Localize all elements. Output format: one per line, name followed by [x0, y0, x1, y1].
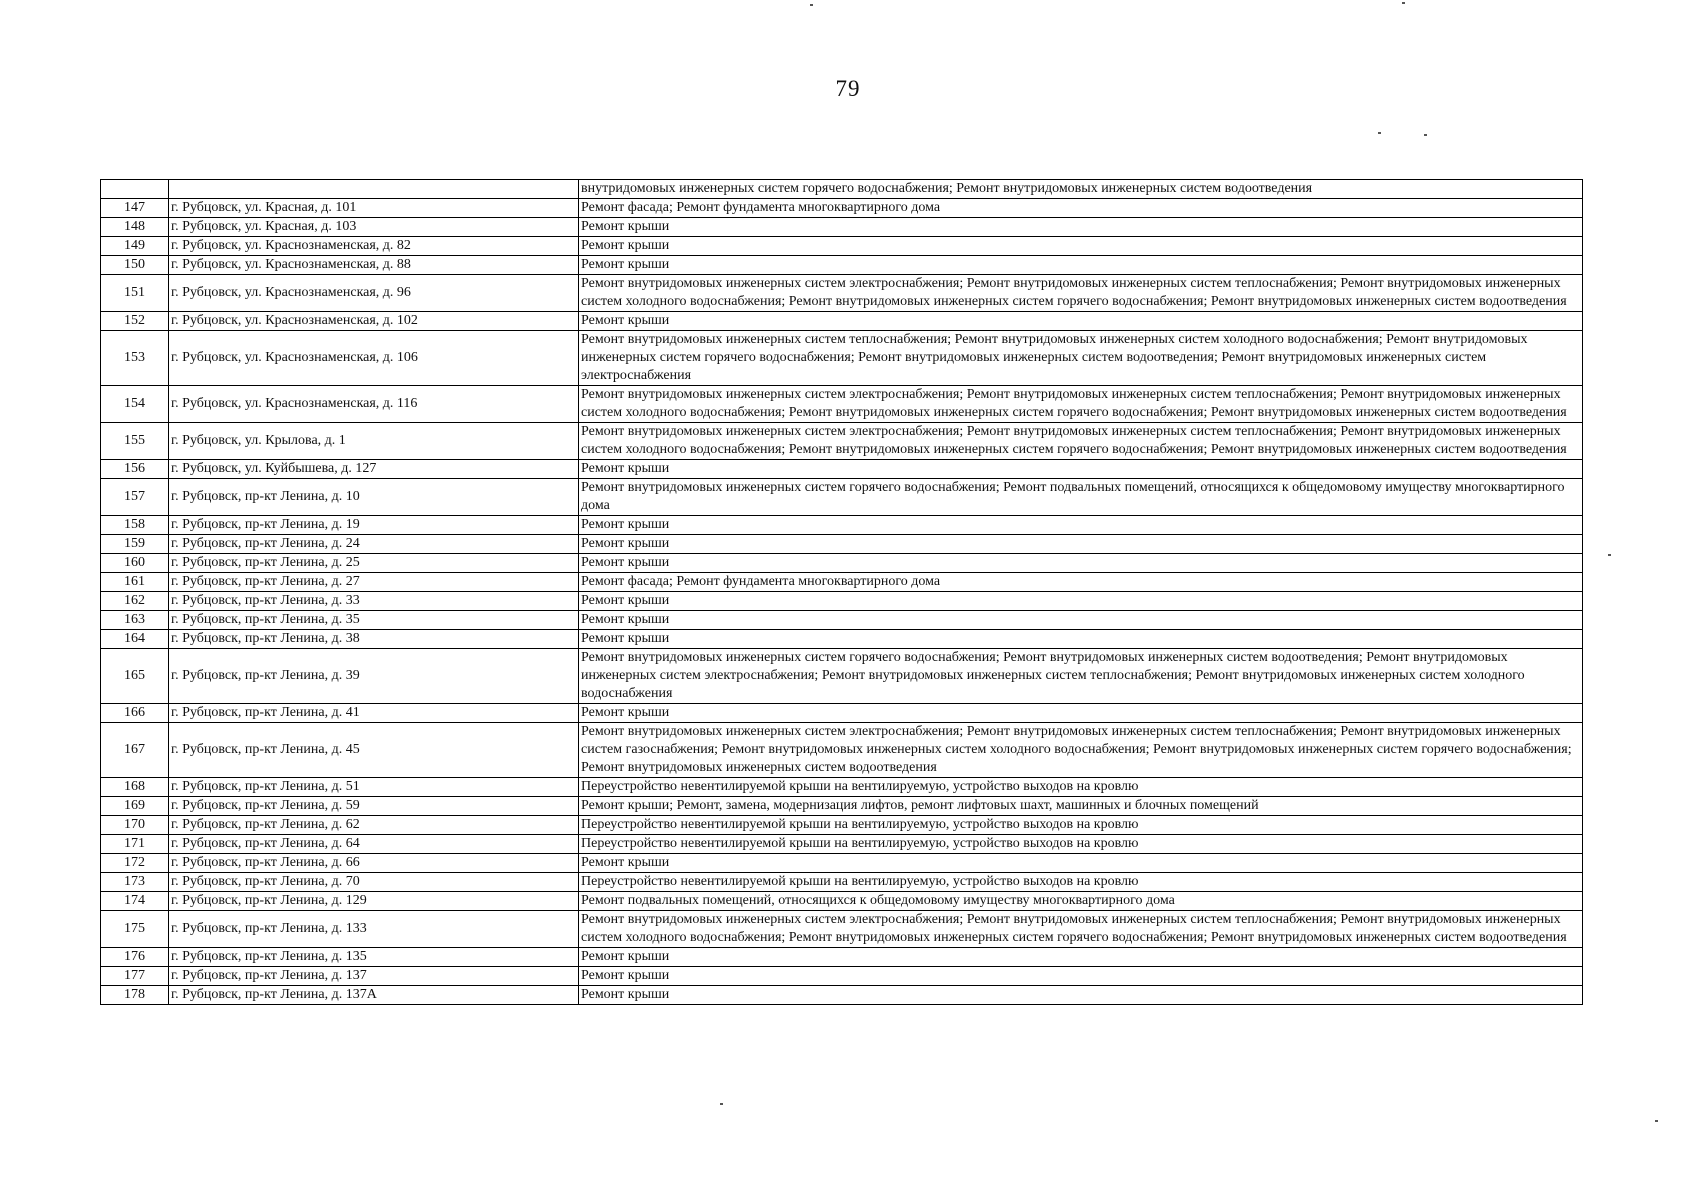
table-row: [101, 331, 1583, 386]
table-row: [101, 218, 1583, 237]
row-number-cell: 163: [101, 611, 169, 630]
row-number-cell: 165: [101, 649, 169, 704]
table-row: [101, 816, 1583, 835]
row-number-cell: 151: [101, 275, 169, 312]
address-cell: г. Рубцовск, пр-кт Ленина, д. 64: [169, 835, 579, 854]
scan-speck: [810, 4, 813, 6]
works-cell: Переустройство невентилируемой крыши на вентилируемую, устройство выходов на кровлю: [579, 816, 1583, 835]
works-cell: Ремонт внутридомовых инженерных систем электроснабжения; Ремонт внутридомовых инженерных систем теплоснабжения; Ремонт внутридомовых инженерных систем холодного водоснабжения; Ремонт внутридомовых инженерных систем горячего водоснабжения; Ремонт внутридомовых инженерных систем водоотведения: [579, 275, 1583, 312]
address-cell: г. Рубцовск, ул. Краснознаменская, д. 82: [169, 237, 579, 256]
works-cell: Ремонт фасада; Ремонт фундамента многоквартирного дома: [579, 573, 1583, 592]
address-cell: г. Рубцовск, пр-кт Ленина, д. 137: [169, 967, 579, 986]
table-row: [101, 797, 1583, 816]
works-cell: Ремонт крыши: [579, 312, 1583, 331]
table-row: [101, 592, 1583, 611]
works-cell: Ремонт внутридомовых инженерных систем горячего водоснабжения; Ремонт внутридомовых инженерных систем водоотведения; Ремонт внутридомовых инженерных систем электроснабжения; Ремонт внутридомовых инженерных систем теплоснабжения; Ремонт внутридомовых инженерных систем холодного водоснабжения: [579, 649, 1583, 704]
address-cell: г. Рубцовск, ул. Краснознаменская, д. 88: [169, 256, 579, 275]
row-number-cell: 159: [101, 535, 169, 554]
row-number-cell: 175: [101, 911, 169, 948]
row-number-cell: 153: [101, 331, 169, 386]
table-row: [101, 312, 1583, 331]
row-number-cell: 171: [101, 835, 169, 854]
table-row: [101, 516, 1583, 535]
table-row: [101, 460, 1583, 479]
scan-speck: [1424, 134, 1427, 136]
table-row: [101, 911, 1583, 948]
works-cell: Ремонт крыши: [579, 460, 1583, 479]
table-row: [101, 573, 1583, 592]
table-row: [101, 386, 1583, 423]
works-cell: внутридомовых инженерных систем горячего водоснабжения; Ремонт внутридомовых инженерных систем водоотведения: [579, 180, 1583, 199]
row-number-cell: 156: [101, 460, 169, 479]
table-row: [101, 704, 1583, 723]
row-number-cell: 172: [101, 854, 169, 873]
address-cell: г. Рубцовск, пр-кт Ленина, д. 24: [169, 535, 579, 554]
row-number-cell: 177: [101, 967, 169, 986]
works-cell: Ремонт крыши: [579, 630, 1583, 649]
table-row: [101, 967, 1583, 986]
works-cell: Переустройство невентилируемой крыши на вентилируемую, устройство выходов на кровлю: [579, 835, 1583, 854]
row-number-cell: 174: [101, 892, 169, 911]
row-number-cell: 149: [101, 237, 169, 256]
address-cell: г. Рубцовск, пр-кт Ленина, д. 25: [169, 554, 579, 573]
works-cell: Ремонт внутридомовых инженерных систем теплоснабжения; Ремонт внутридомовых инженерных систем холодного водоснабжения; Ремонт внутридомовых инженерных систем горячего водоснабжения; Ремонт внутридомовых инженерных систем водоотведения; Ремонт внутридомовых инженерных систем электроснабжения: [579, 331, 1583, 386]
page-number: 79: [835, 76, 861, 101]
row-number-cell: 170: [101, 816, 169, 835]
row-number-cell: 169: [101, 797, 169, 816]
works-cell: Ремонт крыши: [579, 704, 1583, 723]
table-row: [101, 630, 1583, 649]
table-row: [101, 986, 1583, 1005]
row-number-cell: 154: [101, 386, 169, 423]
address-cell: [169, 180, 579, 199]
works-cell: Ремонт крыши: [579, 554, 1583, 573]
table-row: [101, 423, 1583, 460]
scan-speck: [720, 1103, 723, 1105]
row-number-cell: 147: [101, 199, 169, 218]
address-cell: г. Рубцовск, ул. Красная, д. 101: [169, 199, 579, 218]
table-row: [101, 256, 1583, 275]
address-cell: г. Рубцовск, ул. Краснознаменская, д. 106: [169, 331, 579, 386]
table-row: [101, 778, 1583, 797]
repair-register-table: [100, 179, 1583, 1005]
row-number-cell: 155: [101, 423, 169, 460]
scan-speck: [1608, 554, 1611, 556]
address-cell: г. Рубцовск, ул. Крылова, д. 1: [169, 423, 579, 460]
works-cell: Ремонт внутридомовых инженерных систем электроснабжения; Ремонт внутридомовых инженерных систем теплоснабжения; Ремонт внутридомовых инженерных систем холодного водоснабжения; Ремонт внутридомовых инженерных систем горячего водоснабжения; Ремонт внутридомовых инженерных систем водоотведения: [579, 423, 1583, 460]
address-cell: г. Рубцовск, пр-кт Ленина, д. 27: [169, 573, 579, 592]
works-cell: Ремонт крыши: [579, 592, 1583, 611]
table-row: [101, 649, 1583, 704]
works-cell: Ремонт крыши: [579, 516, 1583, 535]
scan-speck: [1402, 2, 1405, 4]
works-cell: Ремонт внутридомовых инженерных систем электроснабжения; Ремонт внутридомовых инженерных систем теплоснабжения; Ремонт внутридомовых инженерных систем холодного водоснабжения; Ремонт внутридомовых инженерных систем горячего водоснабжения; Ремонт внутридомовых инженерных систем водоотведения: [579, 911, 1583, 948]
table-row: [101, 554, 1583, 573]
table-row: [101, 723, 1583, 778]
address-cell: г. Рубцовск, пр-кт Ленина, д. 19: [169, 516, 579, 535]
works-cell: Переустройство невентилируемой крыши на вентилируемую, устройство выходов на кровлю: [579, 778, 1583, 797]
table-row: [101, 948, 1583, 967]
works-cell: Ремонт крыши: [579, 237, 1583, 256]
scan-speck: [1378, 132, 1381, 134]
table-row: [101, 275, 1583, 312]
address-cell: г. Рубцовск, ул. Краснознаменская, д. 102: [169, 312, 579, 331]
works-cell: Ремонт подвальных помещений, относящихся к общедомовому имуществу многоквартирного дома: [579, 892, 1583, 911]
address-cell: г. Рубцовск, ул. Куйбышева, д. 127: [169, 460, 579, 479]
table-row: [101, 237, 1583, 256]
table-body: [101, 180, 1583, 1005]
row-number-cell: 164: [101, 630, 169, 649]
scan-speck: [1655, 1120, 1658, 1122]
table-row: [101, 611, 1583, 630]
row-number-cell: 178: [101, 986, 169, 1005]
address-cell: г. Рубцовск, пр-кт Ленина, д. 39: [169, 649, 579, 704]
works-cell: Ремонт крыши; Ремонт, замена, модернизация лифтов, ремонт лифтовых шахт, машинных и блочных помещений: [579, 797, 1583, 816]
address-cell: г. Рубцовск, пр-кт Ленина, д. 62: [169, 816, 579, 835]
address-cell: г. Рубцовск, пр-кт Ленина, д. 41: [169, 704, 579, 723]
works-cell: Ремонт крыши: [579, 854, 1583, 873]
address-cell: г. Рубцовск, пр-кт Ленина, д. 33: [169, 592, 579, 611]
address-cell: г. Рубцовск, пр-кт Ленина, д. 51: [169, 778, 579, 797]
works-cell: Ремонт внутридомовых инженерных систем электроснабжения; Ремонт внутридомовых инженерных систем теплоснабжения; Ремонт внутридомовых инженерных систем холодного водоснабжения; Ремонт внутридомовых инженерных систем горячего водоснабжения; Ремонт внутридомовых инженерных систем водоотведения: [579, 386, 1583, 423]
address-cell: г. Рубцовск, пр-кт Ленина, д. 133: [169, 911, 579, 948]
address-cell: г. Рубцовск, пр-кт Ленина, д. 59: [169, 797, 579, 816]
table-row: [101, 199, 1583, 218]
row-number-cell: 161: [101, 573, 169, 592]
address-cell: г. Рубцовск, пр-кт Ленина, д. 10: [169, 479, 579, 516]
row-number-cell: 157: [101, 479, 169, 516]
works-cell: Ремонт внутридомовых инженерных систем горячего водоснабжения; Ремонт подвальных помещений, относящихся к общедомовому имуществу многоквартирного дома: [579, 479, 1583, 516]
works-cell: Переустройство невентилируемой крыши на вентилируемую, устройство выходов на кровлю: [579, 873, 1583, 892]
works-cell: Ремонт крыши: [579, 256, 1583, 275]
address-cell: г. Рубцовск, пр-кт Ленина, д. 45: [169, 723, 579, 778]
row-number-cell: 176: [101, 948, 169, 967]
works-cell: Ремонт крыши: [579, 986, 1583, 1005]
works-cell: Ремонт крыши: [579, 948, 1583, 967]
address-cell: г. Рубцовск, пр-кт Ленина, д. 38: [169, 630, 579, 649]
row-number-cell: 168: [101, 778, 169, 797]
table-row: [101, 535, 1583, 554]
address-cell: г. Рубцовск, ул. Красная, д. 103: [169, 218, 579, 237]
address-cell: г. Рубцовск, пр-кт Ленина, д. 135: [169, 948, 579, 967]
row-number-cell: 160: [101, 554, 169, 573]
works-cell: Ремонт внутридомовых инженерных систем электроснабжения; Ремонт внутридомовых инженерных систем теплоснабжения; Ремонт внутридомовых инженерных систем газоснабжения; Ремонт внутридомовых инженерных систем холодного водоснабжения; Ремонт внутридомовых инженерных систем горячего водоснабжения; Ремонт внутридомовых инженерных систем водоотведения: [579, 723, 1583, 778]
row-number-cell: 167: [101, 723, 169, 778]
row-number-cell: 152: [101, 312, 169, 331]
row-number-cell: 166: [101, 704, 169, 723]
row-number-cell: 150: [101, 256, 169, 275]
row-number-cell: 162: [101, 592, 169, 611]
table-row: [101, 835, 1583, 854]
row-number-cell: 148: [101, 218, 169, 237]
address-cell: г. Рубцовск, пр-кт Ленина, д. 129: [169, 892, 579, 911]
works-cell: Ремонт фасада; Ремонт фундамента многоквартирного дома: [579, 199, 1583, 218]
works-cell: Ремонт крыши: [579, 535, 1583, 554]
address-cell: г. Рубцовск, пр-кт Ленина, д. 35: [169, 611, 579, 630]
table-row: [101, 854, 1583, 873]
table-row-continuation: [101, 180, 1583, 199]
row-number-cell: 173: [101, 873, 169, 892]
table-row: [101, 873, 1583, 892]
address-cell: г. Рубцовск, ул. Краснознаменская, д. 116: [169, 386, 579, 423]
address-cell: г. Рубцовск, пр-кт Ленина, д. 66: [169, 854, 579, 873]
address-cell: г. Рубцовск, пр-кт Ленина, д. 70: [169, 873, 579, 892]
table-row: [101, 479, 1583, 516]
table-row: [101, 892, 1583, 911]
row-number-cell: [101, 180, 169, 199]
works-cell: Ремонт крыши: [579, 218, 1583, 237]
address-cell: г. Рубцовск, пр-кт Ленина, д. 137А: [169, 986, 579, 1005]
works-cell: Ремонт крыши: [579, 967, 1583, 986]
works-cell: Ремонт крыши: [579, 611, 1583, 630]
row-number-cell: 158: [101, 516, 169, 535]
address-cell: г. Рубцовск, ул. Краснознаменская, д. 96: [169, 275, 579, 312]
